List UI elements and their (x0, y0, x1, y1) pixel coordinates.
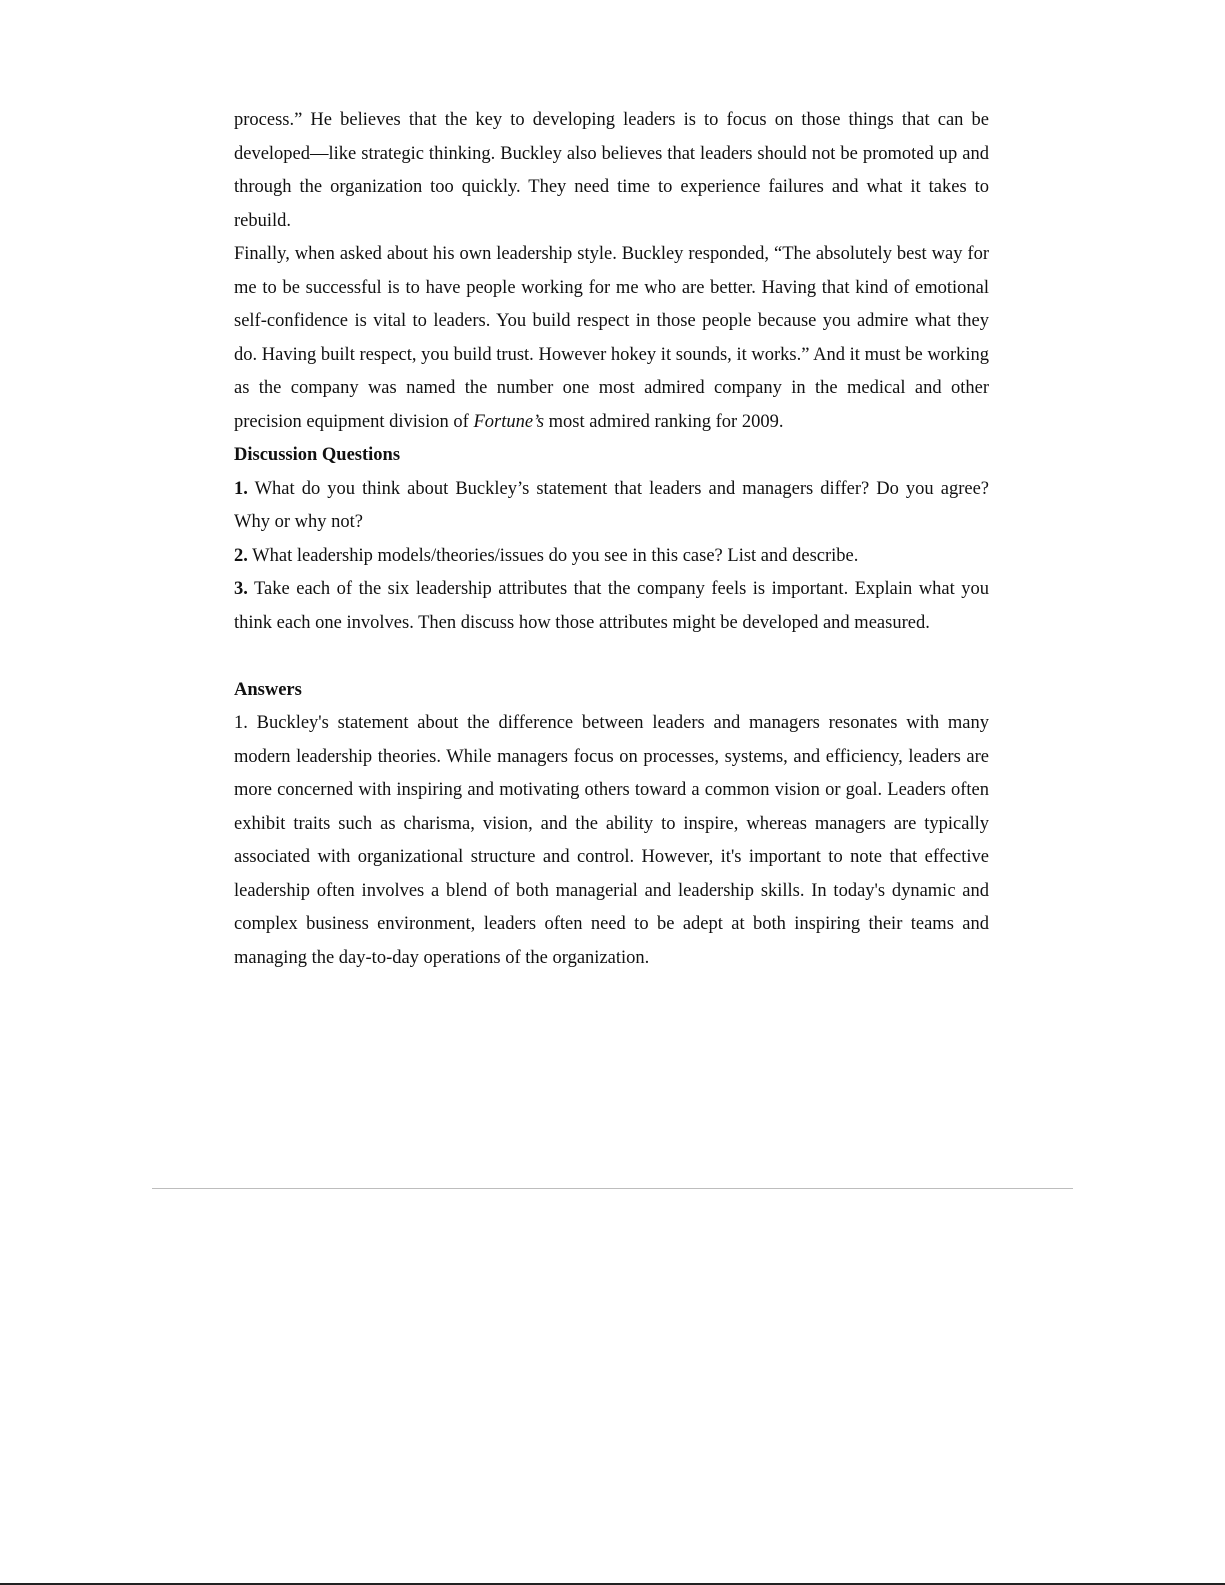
question-number: 1. (234, 478, 248, 499)
answer-paragraph: 1. Buckley's statement about the difference between leaders and managers resonates with many modern leadership theories. While managers focus on processes, systems, and efficiency, leaders are more concerned with inspiring and motivating others toward a common vision or goal. Leaders often exhibit traits such as charisma, vision, and the ability to inspire, whereas managers are typically associated with organizational structure and control. However, it's important to note that effective leadership often involves a blend of both managerial and leadership skills. In today's dynamic and complex business environment, leaders often need to be adept at both inspiring their teams and managing the day-to-day operations of the organization. (234, 713, 989, 968)
question-number: 3. (234, 579, 248, 599)
publication-title: Fortune’s (473, 411, 545, 432)
question-text: What do you think about Buckley’s statement that leaders and managers differ? Do you agree? Why or why not? (234, 478, 989, 532)
body-paragraph-2-end: most admired ranking for 2009. (544, 411, 784, 432)
question-item (234, 473, 989, 540)
question-item (234, 573, 989, 640)
spacer (234, 640, 989, 674)
body-paragraph-2-text: Finally, when asked about his own leadership style. Buckley responded, “The absolutely best way for me to be successful is to have people working for me who are better. Having that kind of emotional self-confidence is vital to leaders. You build respect in those people because you admire what they do. Having built respect, you build trust. However hokey it sounds, it works.” And it must be working as the company was named the number one most admired company in the medical and other precision equipment division of (234, 244, 989, 432)
question-item (234, 540, 989, 574)
question-text: Take each of the six leadership attributes that the company feels is important. Explain what you think each one involves. Then discuss how those attributes might be developed and measured. (234, 579, 989, 633)
document-body (234, 104, 989, 975)
page-divider (152, 1188, 1073, 1189)
body-paragraph-1: process.” He believes that the key to developing leaders is to focus on those things that can be developed—like strategic thinking. Buckley also believes that leaders should not be promoted up and through the organization too quickly. They need time to experience failures and what it takes to rebuild. (234, 110, 989, 231)
body-paragraph-2 (234, 238, 989, 439)
discussion-heading: Discussion Questions (234, 445, 401, 465)
answers-heading: Answers (234, 679, 302, 700)
question-number: 2. (234, 545, 248, 566)
question-text: What leadership models/theories/issues do you see in this case? List and describe. (247, 545, 859, 566)
